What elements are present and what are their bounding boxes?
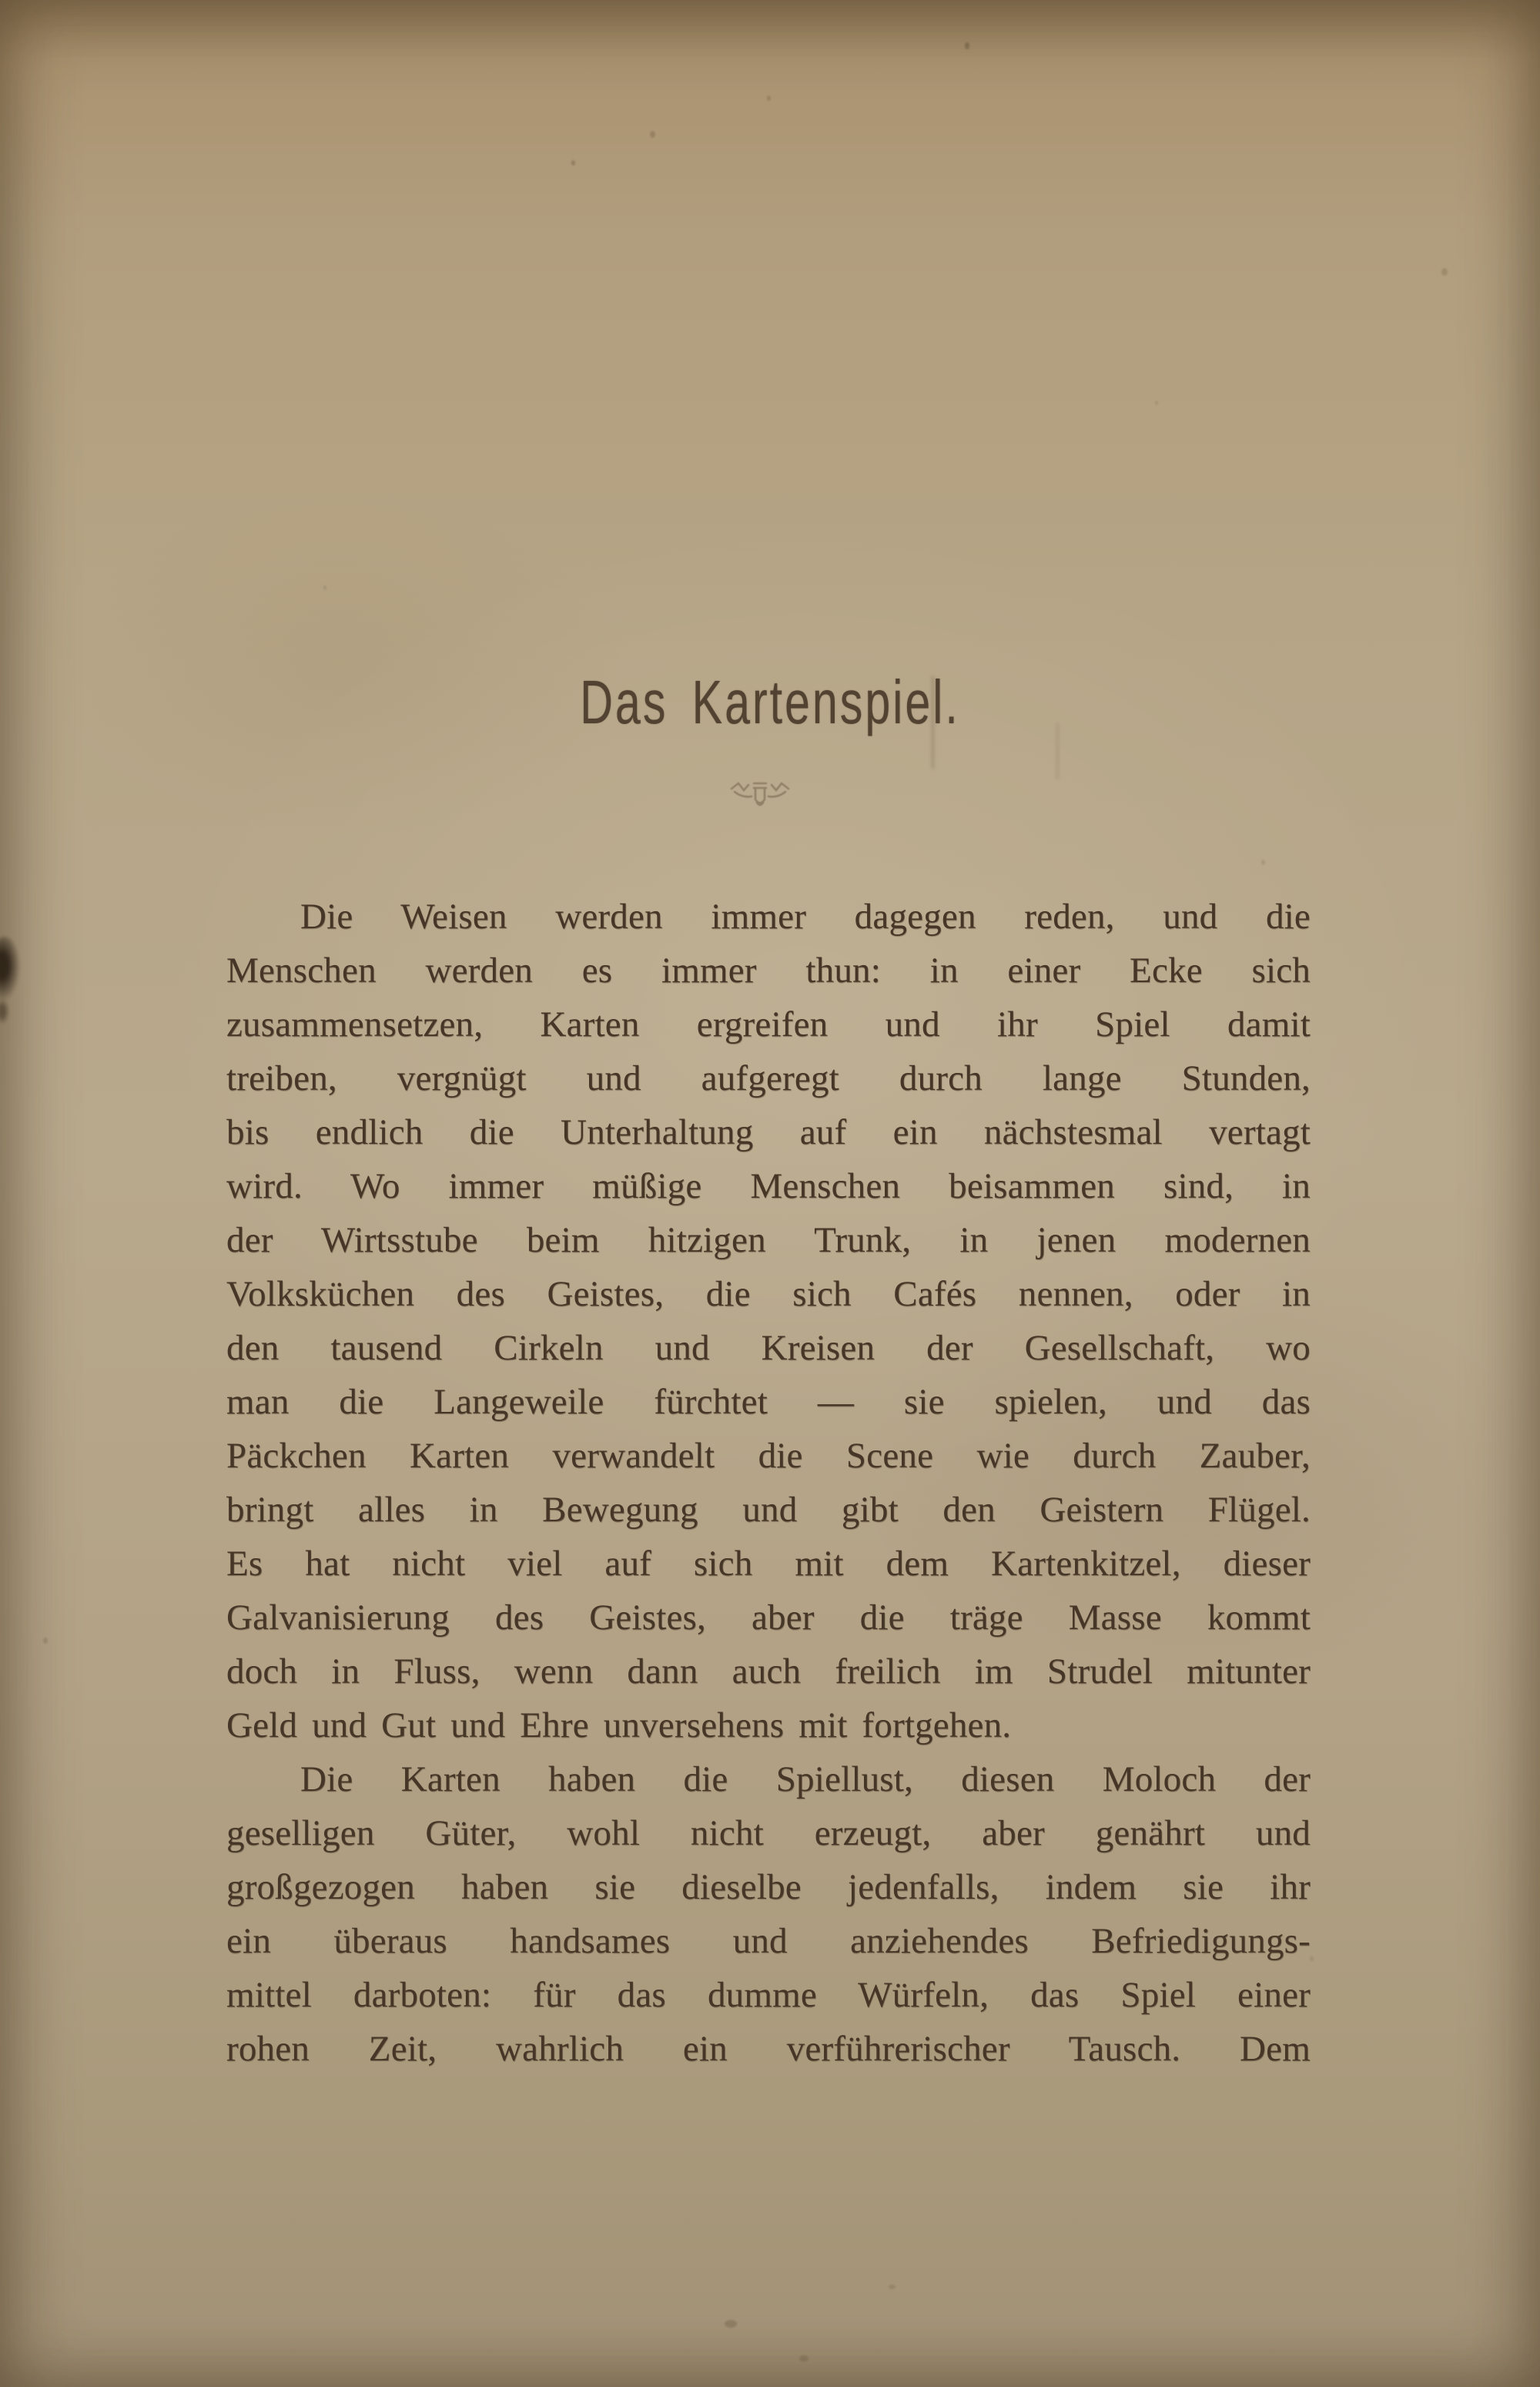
paper-speck <box>1155 401 1158 405</box>
text-line: den tausend Cirkeln und Kreisen der Gesellschaft, wo <box>226 1328 1311 1368</box>
fleuron-ornament-icon <box>725 776 795 816</box>
scan-fiber <box>1056 722 1059 779</box>
text-line: geselligen Güter, wohl nicht erzeugt, aber genährt und <box>226 1813 1311 1853</box>
text-line: Galvanisierung des Geistes, aber die träge Masse kommt <box>226 1597 1311 1638</box>
text-line: mittel darboten: für das dumme Würfeln, das Spiel einer <box>226 1975 1311 2015</box>
text-line: man die Langeweile fürchtet — sie spielen, und das <box>226 1382 1311 1422</box>
paper-speck <box>725 2320 737 2328</box>
paper-speck <box>1027 911 1030 915</box>
text-line: großgezogen haben sie dieselbe jedenfalls, indem sie ihr <box>226 1867 1311 1907</box>
ink-blot <box>0 998 9 1024</box>
paper-speck <box>650 131 655 138</box>
text-line: Päckchen Karten verwandelt die Scene wie durch Zauber, <box>226 1436 1311 1476</box>
paper-speck <box>1261 860 1265 865</box>
text-line: wird. Wo immer müßige Menschen beisammen sind, in <box>226 1166 1311 1206</box>
text-line: doch in Fluss, wenn dann auch freilich im Strudel mitunter <box>226 1651 1311 1691</box>
text-line: der Wirtsstube beim hitzigen Trunk, in jenen modernen <box>226 1220 1311 1260</box>
text-line: Die Karten haben die Spiellust, diesen Moloch der <box>300 1759 1311 1799</box>
paper-speck <box>1310 1956 1314 1961</box>
chapter-title: Das Kartenspiel. <box>580 668 960 736</box>
text-line: Die Weisen werden immer dagegen reden, und die <box>300 897 1311 937</box>
paper-speck <box>43 1638 48 1644</box>
text-line: Menschen werden es immer thun: in einer Ecke sich <box>226 950 1311 991</box>
text-line: Geld und Gut und Ehre unversehens mit fortgehen. <box>226 1705 1012 1745</box>
paper-speck <box>1441 268 1448 276</box>
text-line: bringt alles in Bewegung und gibt den Geistern Flügel. <box>226 1490 1311 1530</box>
text-line: Volksküchen des Geistes, die sich Cafés nennen, oder in <box>226 1274 1311 1314</box>
paper-speck <box>323 585 326 590</box>
paper-speck <box>965 42 969 49</box>
text-line: Es hat nicht viel auf sich mit dem Kartenkitzel, dieser <box>226 1544 1311 1584</box>
scan-fiber <box>932 676 934 769</box>
paper-speck <box>571 160 575 166</box>
text-line: treiben, vergnügt und aufgeregt durch lange Stunden, <box>226 1058 1311 1098</box>
body-text <box>226 890 1311 2076</box>
paper-speck <box>767 96 771 101</box>
text-line: rohen Zeit, wahrlich ein verführerischer Tausch. Dem <box>226 2029 1311 2069</box>
ink-blot <box>0 937 20 1001</box>
paper-speck <box>799 2355 808 2362</box>
text-line: bis endlich die Unterhaltung auf ein nächstesmal vertagt <box>226 1112 1311 1152</box>
paper-speck <box>889 2285 896 2289</box>
text-line: zusammensetzen, Karten ergreifen und ihr Spiel damit <box>226 1004 1311 1044</box>
text-line: ein überaus handsames und anziehendes Befriedigungs- <box>226 1921 1311 1961</box>
